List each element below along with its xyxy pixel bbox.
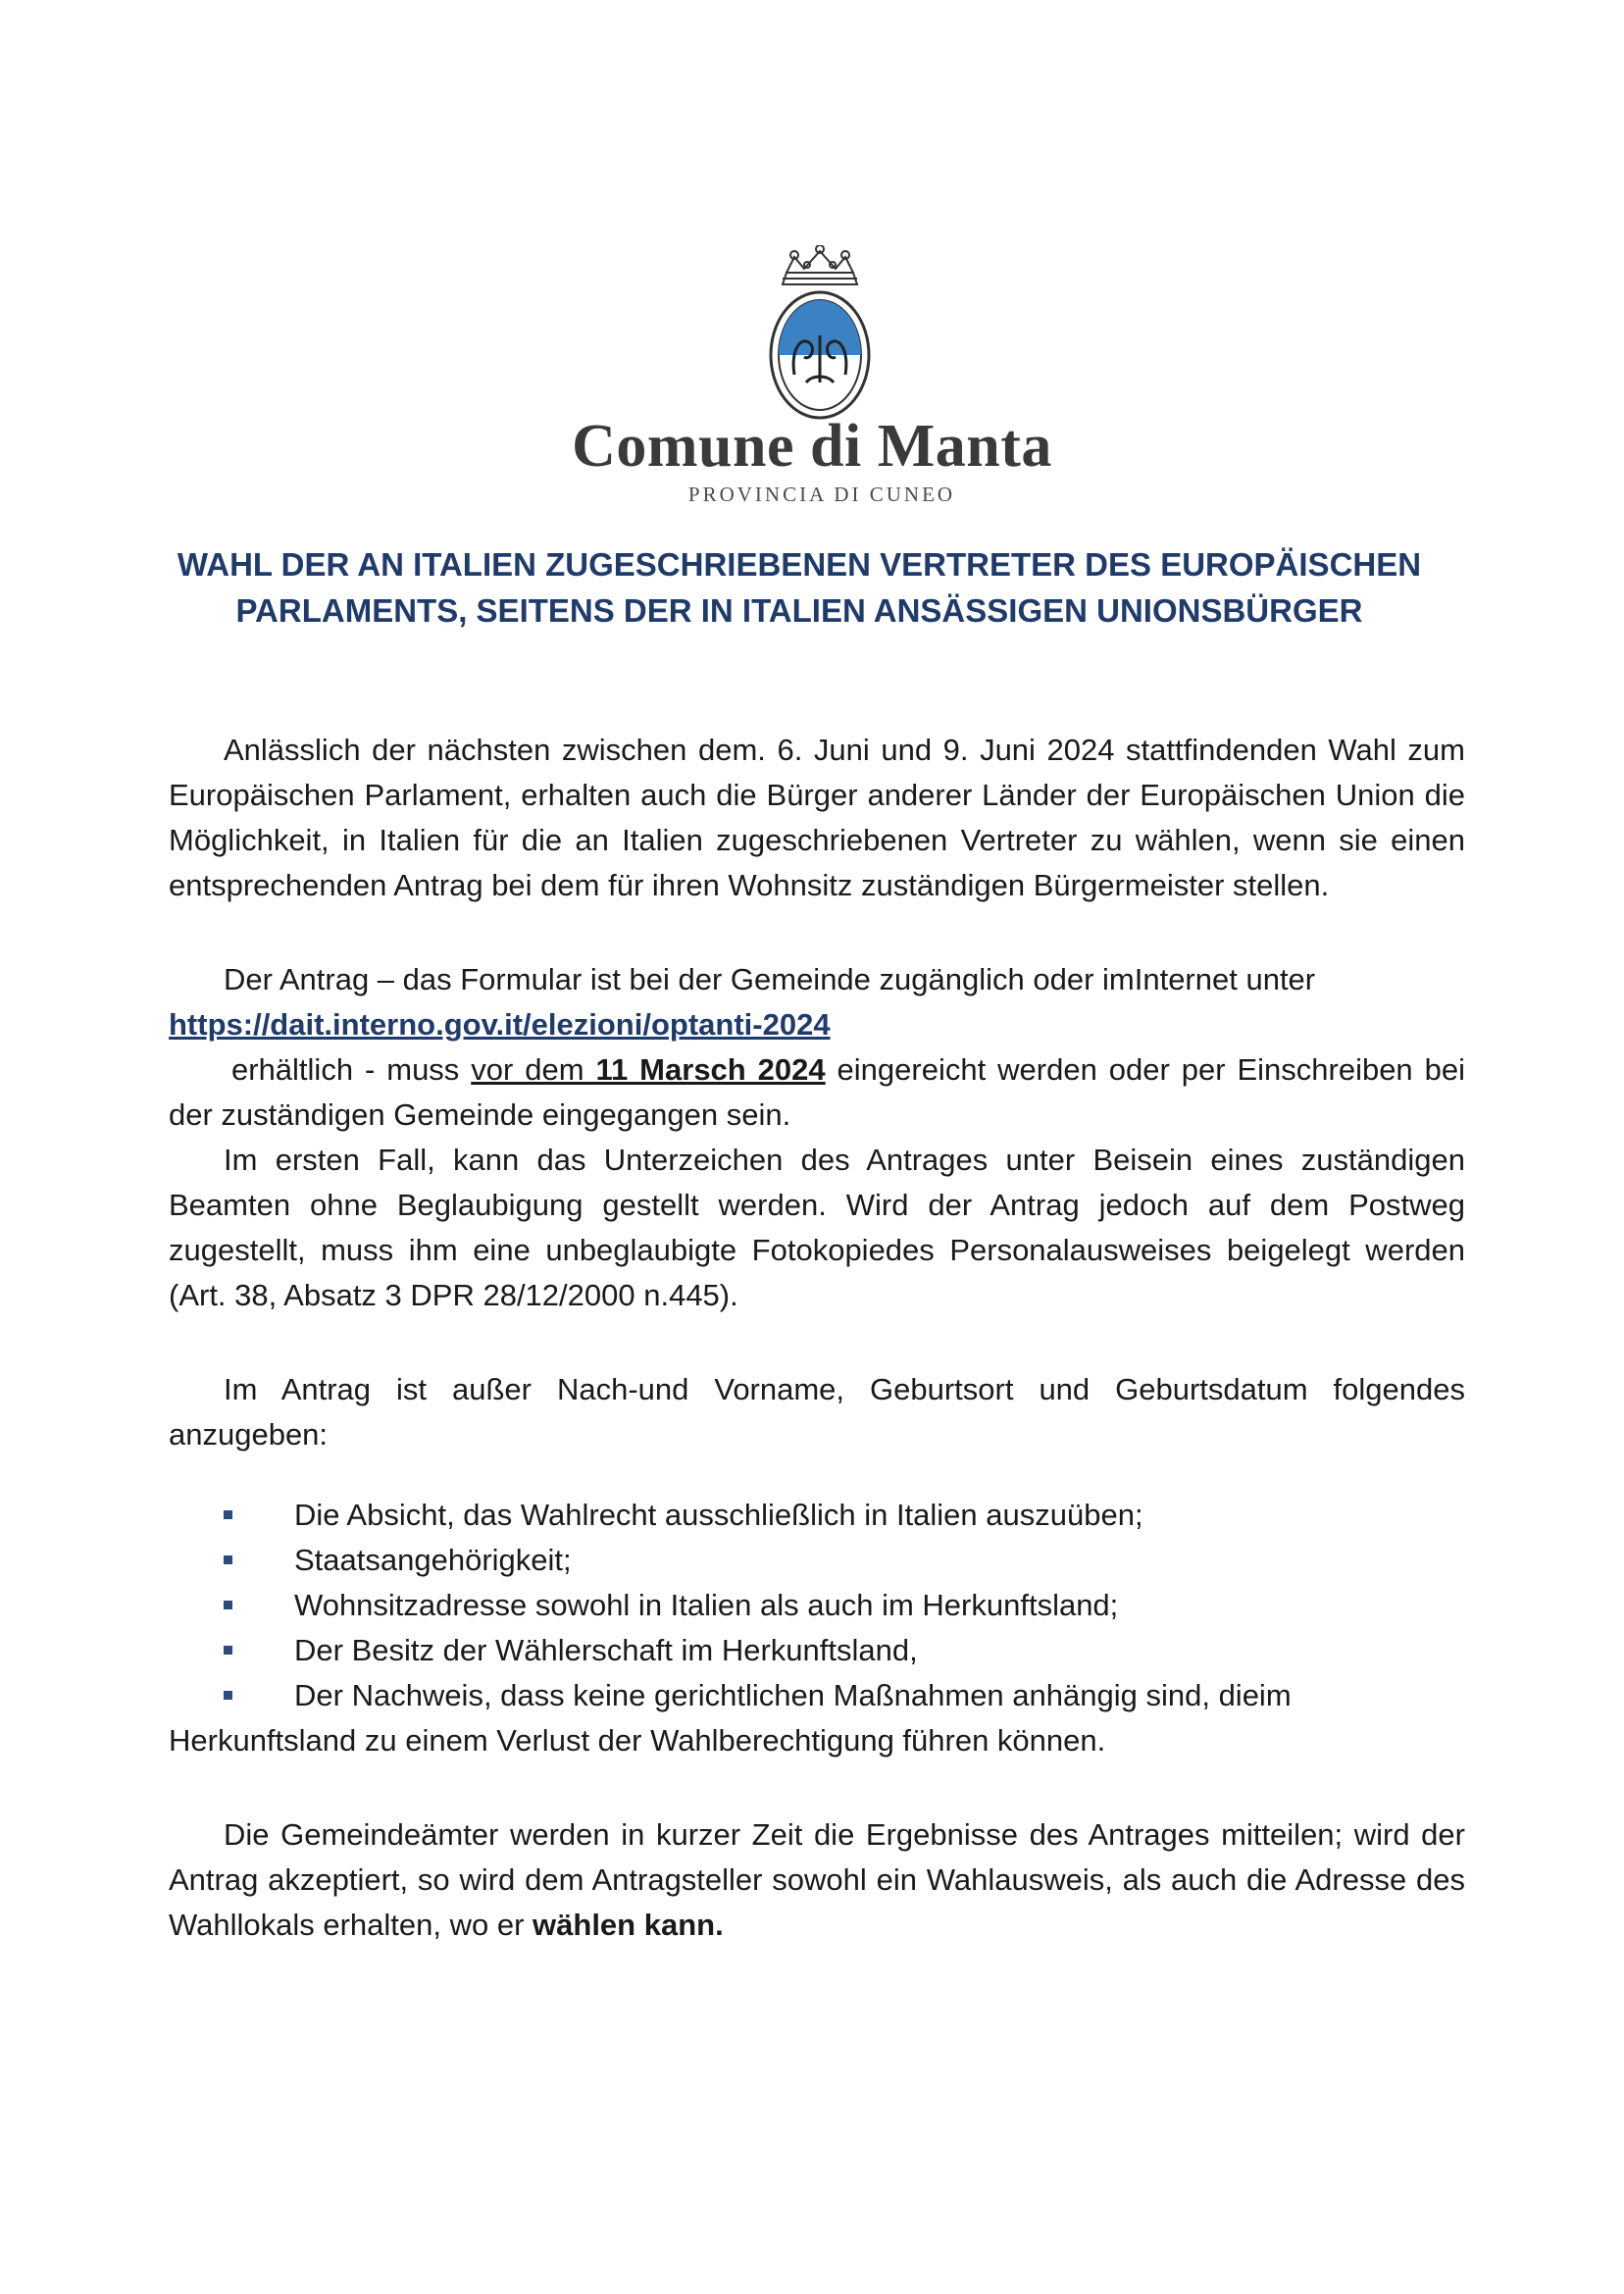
application-form-link[interactable]: https://dait.interno.gov.it/elezioni/optanti-2024 [169, 1007, 831, 1042]
deadline-paragraph [169, 1047, 1465, 1138]
list-item: Wohnsitzadresse sowohl in Italien als auch im Herkunftsland; [169, 1583, 1465, 1628]
bullet-icon [224, 1646, 232, 1655]
bullet-icon [224, 1601, 232, 1609]
paragraph-requirements: Im Antrag ist außer Nach-und Vorname, Geburtsort und Geburtsdatum folgendes anzugeben: [169, 1372, 1465, 1452]
bullet-icon [224, 1555, 232, 1564]
paragraph-signature: Im ersten Fall, kann das Unterzeichen des Antrages unter Beisein eines zuständigen Beamten ohne Beglaubigung gestellt werden. Wird der Antrag jedoch auf dem Postweg zugestellt, muss ihm eine unbeglaubigte Fotokopiedes Personalausweises beigelegt werden (Art. 38, Absatz 3 DPR 28/12/2000 n.445). [169, 1143, 1465, 1312]
link-line [169, 1002, 1465, 1047]
list-item: Die Absicht, das Wahlrecht ausschließlich in Italien auszuüben; [169, 1493, 1465, 1538]
document-title: WAHL DER AN ITALIEN ZUGESCHRIEBENEN VERTRETER DES EUROPÄISCHEN PARLAMENTS, SEITENS DER IN ITALIEN ANSÄSSIGEN UNIONSBÜRGER [177, 546, 1422, 629]
requirements-list [169, 1493, 1465, 1718]
deadline-prefix: vor dem 11 Marsch 2024 [471, 1052, 826, 1087]
bullet-icon [224, 1691, 232, 1700]
list-item: Der Nachweis, dass keine gerichtlichen Maßnahmen anhängig sind, dieim [169, 1673, 1465, 1718]
deadline-lead-text: erhältlich - muss [231, 1052, 472, 1087]
list-item: Staatsangehörigkeit; [169, 1538, 1465, 1583]
outcome-bold-text: wählen kann. [533, 1908, 724, 1942]
list-item: Der Besitz der Wählerschaft im Herkunftsland, [169, 1628, 1465, 1673]
document-body [169, 728, 1465, 1948]
deadline-date: 11 Marsch 2024 [595, 1052, 826, 1087]
deadline-trailing-text: eingereicht werden oder per Einschreiben bei der zuständigen Gemeinde eingegangen sein. [169, 1052, 1465, 1132]
paragraph-outcome: Die Gemeindeämter werden in kurzer Zeit die Ergebnisse des Antrages mitteilen; wird der Antrag akzeptiert, so wird dem Antragsteller sowohl ein Wahlausweis, als auch die Adresse des Wahllokals erhalten, wo er wählen kann. [169, 1817, 1465, 1942]
list-continuation: Herkunftsland zu einem Verlust der Wahlberechtigung führen können. [169, 1723, 1106, 1758]
paragraph-application [169, 957, 1465, 1002]
bullet-icon [224, 1510, 232, 1519]
municipal-crest-icon [765, 245, 875, 420]
province-name: PROVINCIA DI CUNEO [687, 483, 956, 506]
application-intro-text: Der Antrag – das Formular ist bei der Gemeinde zugänglich oder imInternet unter [224, 962, 1316, 996]
paragraph-intro: Anlässlich der nächsten zwischen dem. 6. Juni und 9. Juni 2024 stattfindenden Wahl zum Europäischen Parlament, erhalten auch die Bürger anderer Länder der Europäischen Union die Möglichkeit, in Italien für die an Italien zugeschriebenen Vertreter zu wählen, wenn sie einen entsprechenden Antrag bei dem für ihren Wohnsitz zuständigen Bürgermeister stellen. [169, 733, 1465, 902]
municipality-name: Comune di Manta [572, 413, 1052, 480]
